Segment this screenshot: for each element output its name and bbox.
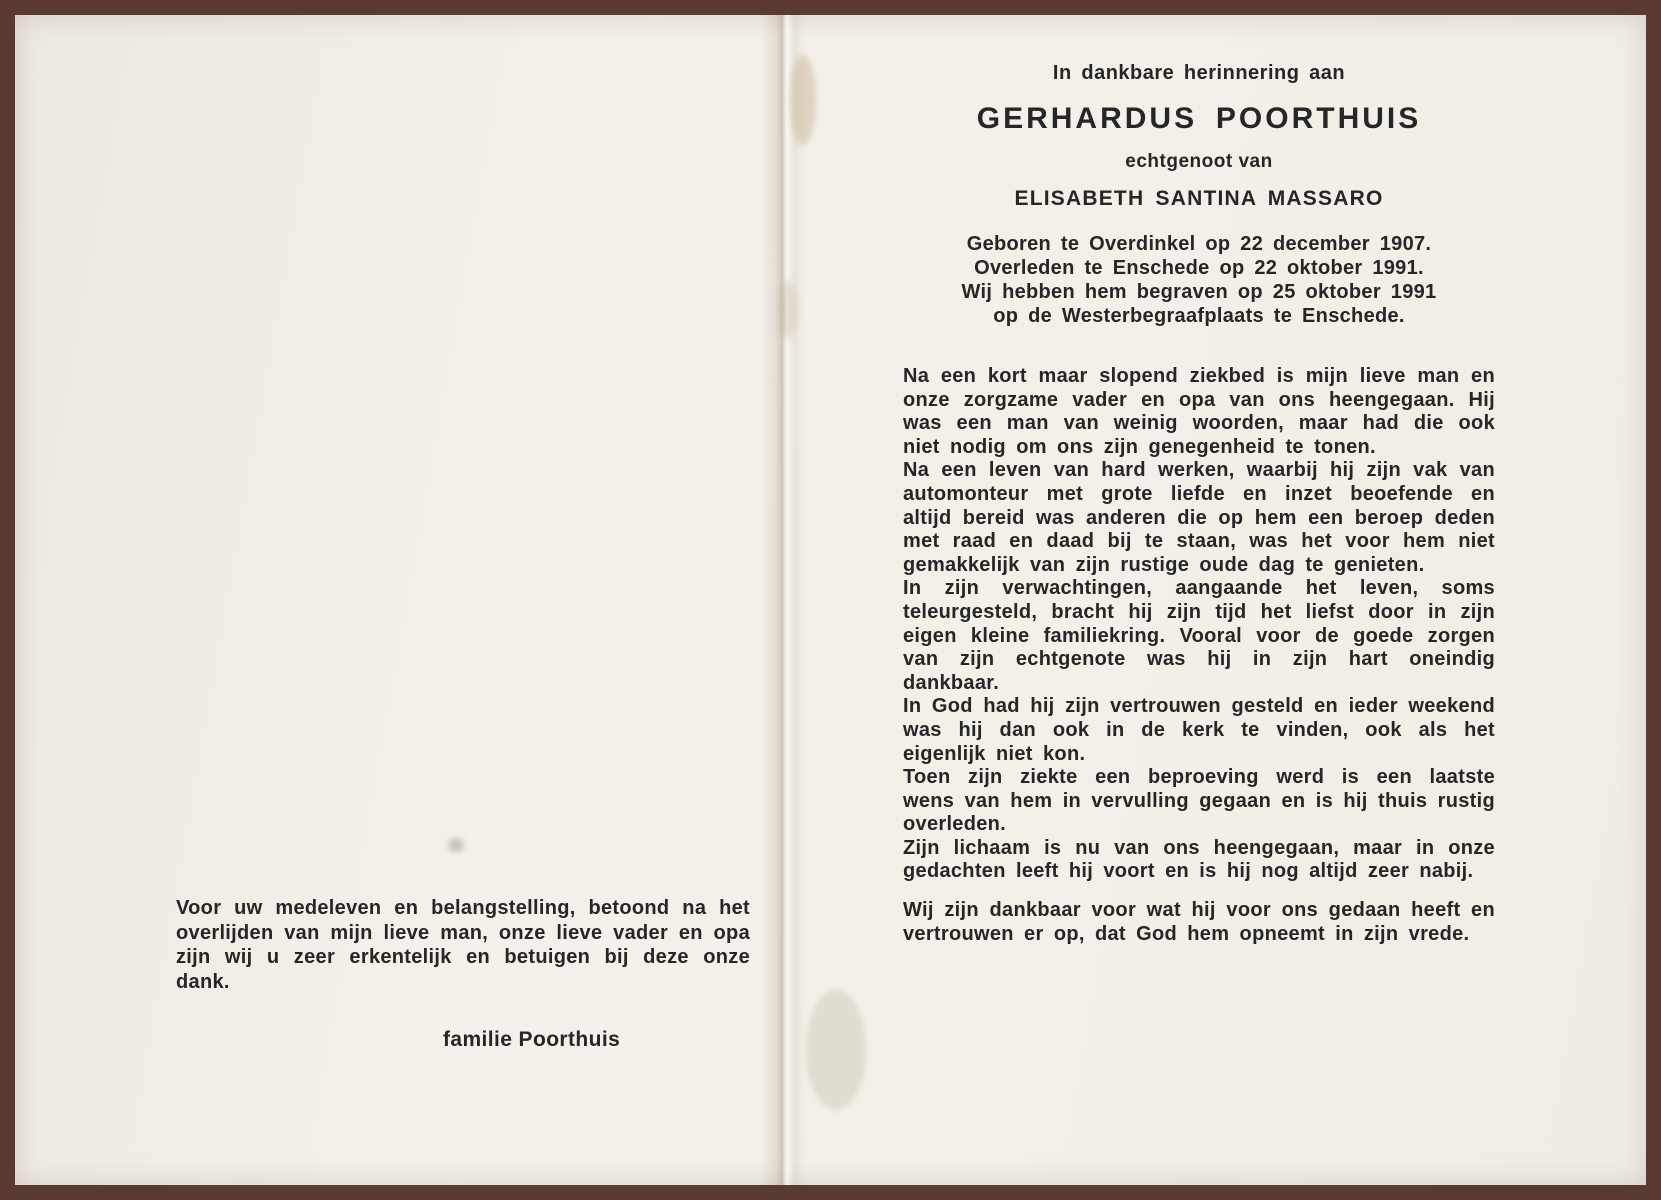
paper-stain bbox=[778, 280, 796, 340]
death-line: Overleden te Enschede op 22 oktober 1991. bbox=[974, 257, 1424, 279]
family-signature: familie Poorthuis bbox=[443, 1028, 621, 1051]
intro-line: In dankbare herinnering aan bbox=[1052, 62, 1346, 84]
thanks-paragraph: Voor uw medeleven en belangstelling, betoond na het overlijden van mijn lieve man, onze lieve vader en opa zijn wij u zeer erkentelijk en betuigen bij deze onze dank. bbox=[176, 897, 750, 993]
paper-stain bbox=[790, 55, 816, 145]
memorial-paragraph-6: Zijn lichaam is nu van ons heengegaan, maar in onze gedachten leeft hij voort en is hij nog altijd zeer nabij. bbox=[903, 836, 1495, 883]
memorial-paragraph-2: Na een leven van hard werken, waarbij hij zijn vak van automonteur met grote liefde en inzet beoefende en altijd bereid was anderen die op hem een beroep deden met raad en daad bij te staan, was het voor hem niet gemakkelijk van zijn rustige oude dag te genieten. bbox=[903, 459, 1495, 576]
left-page bbox=[30, 15, 765, 1185]
fold-crease bbox=[760, 15, 806, 1185]
closing-paragraph: Wij zijn dankbaar voor wat hij voor ons gedaan heeft en vertrouwen er op, dat God hem opneemt in zijn vrede. bbox=[903, 899, 1495, 945]
burial-line-1: Wij hebben hem begraven op 25 oktober 1991 bbox=[961, 281, 1437, 303]
memorial-paragraph-4: In God had hij zijn vertrouwen gesteld en ieder weekend was hij dan ook in de kerk te vinden, ook als het eigenlijk niet kon. bbox=[903, 695, 1495, 765]
paper-stain bbox=[806, 990, 866, 1110]
memorial-paragraph-1: Na een kort maar slopend ziekbed is mijn lieve man en onze zorgzame vader en opa van ons heengegaan. Hij was een man van weinig woorden, maar had die ook niet nodig om ons zijn genegenheid te tonen. bbox=[903, 365, 1495, 458]
memorial-paragraph-5: Toen zijn ziekte een beproeving werd is een laatste wens van hem in vervulling gegaan en is hij thuis rustig overleden. bbox=[903, 766, 1495, 836]
relation-line: echtgenoot van bbox=[1125, 151, 1273, 172]
burial-line-2: op de Westerbegraafplaats te Enschede. bbox=[993, 305, 1405, 327]
birth-line: Geboren te Overdinkel op 22 december 1907. bbox=[966, 233, 1432, 255]
right-page bbox=[903, 62, 1495, 946]
memorial-paragraph-3: In zijn verwachtingen, aangaande het leven, soms teleurgesteld, bracht hij zijn tijd het liefst door in zijn eigen kleine familiekring. Vooral voor de goede zorgen van zijn echtgenote was hij in zijn hart oneindig dankbaar. bbox=[903, 577, 1495, 694]
memorial-text bbox=[903, 365, 1495, 884]
deceased-name: GERHARDUS POORTHUIS bbox=[976, 102, 1422, 135]
spouse-name: ELISABETH SANTINA MASSARO bbox=[1014, 187, 1384, 210]
dates-block bbox=[903, 232, 1495, 328]
